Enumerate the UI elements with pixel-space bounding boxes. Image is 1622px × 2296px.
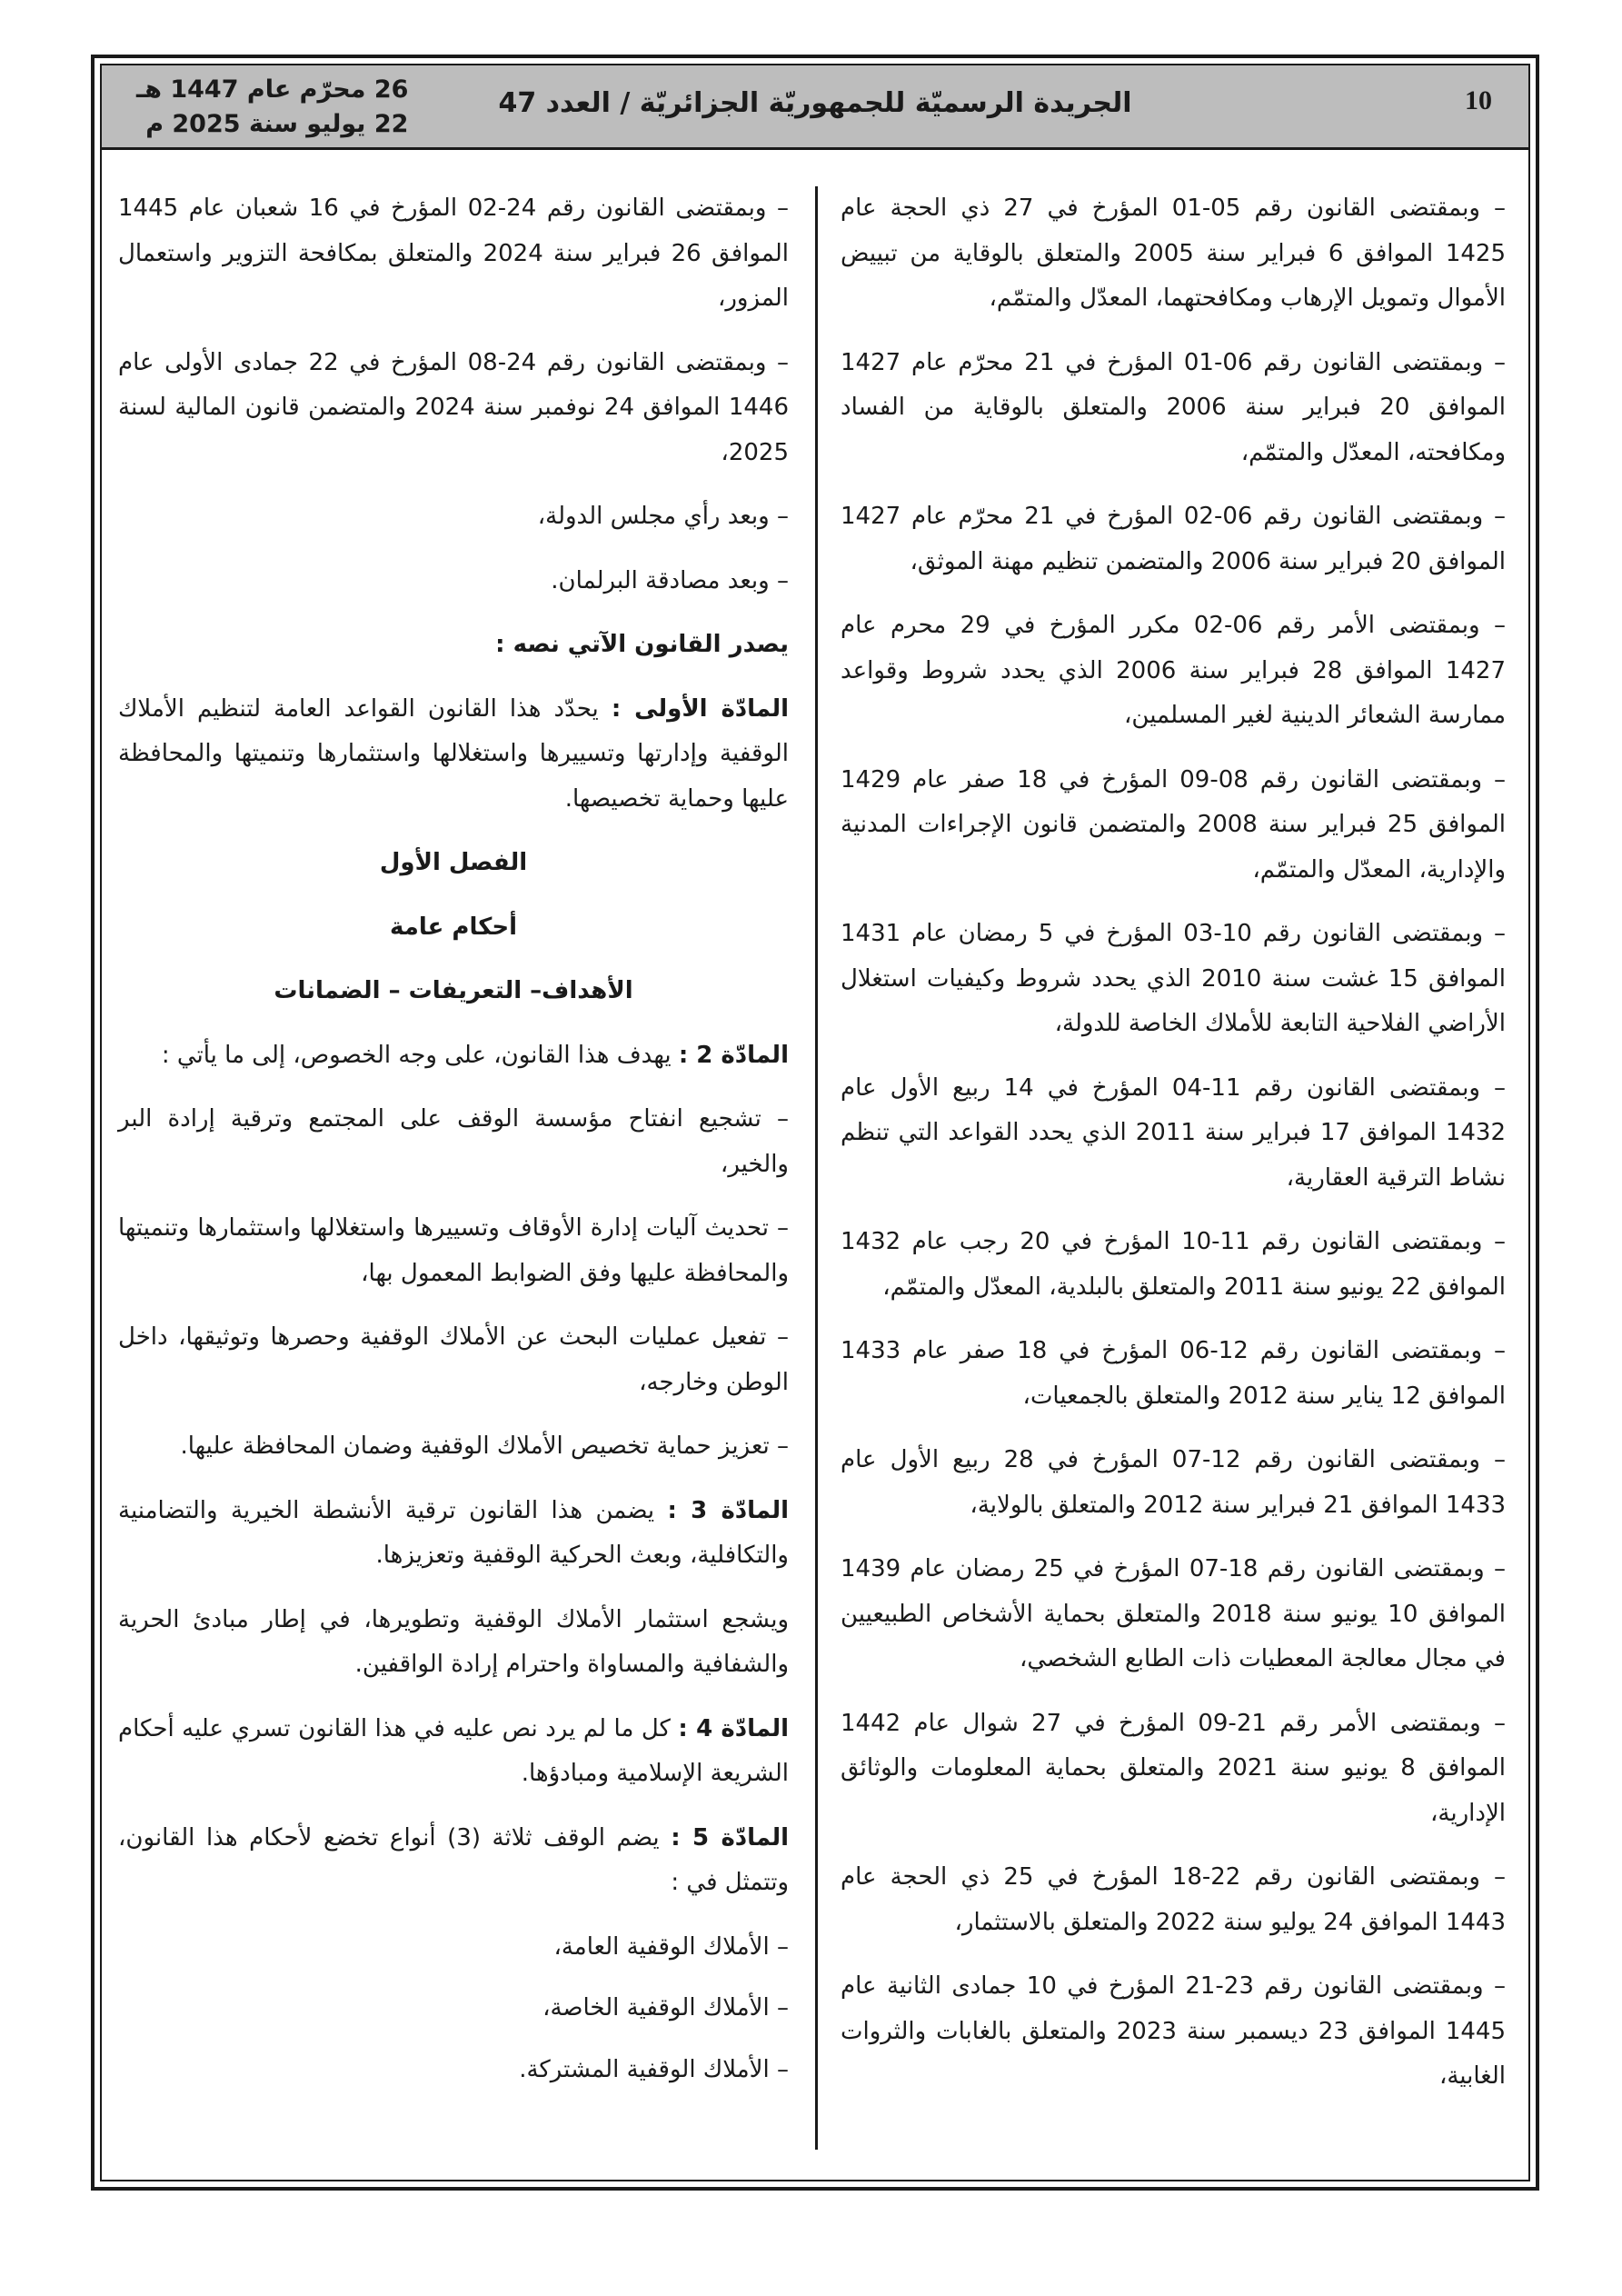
- list-item: – تشجيع انفتاح مؤسسة الوقف على المجتمع وترقية إرادة البر والخير،: [118, 1105, 789, 1178]
- article-3: [118, 1489, 789, 1579]
- citation-paragraph: – وبمقتضى القانون رقم 22-18 المؤرخ في 25 ذي الحجة عام 1443 الموافق 24 يوليو سنة 2022 والمتعلق بالاستثمار،: [841, 1863, 1507, 1936]
- list-item: – الأملاك الوقفية العامة،: [553, 1932, 789, 1961]
- date-hijri: 26 محرّم عام 1447 هـ: [136, 75, 409, 104]
- citation-paragraph: – وبعد رأي مجلس الدولة،: [537, 503, 789, 530]
- date-gregorian: 22 يوليو سنة 2025 م: [145, 110, 409, 138]
- list-item: – تحديث آليات إدارة الأوقاف وتسييرها واستغلالها واستثمارها وتنميتها والمحافظة عليها وفق الضوابط المعمول بها،: [118, 1214, 789, 1287]
- citation-paragraph: – وبمقتضى القانون رقم 12-07 المؤرخ في 28 ربيع الأول عام 1433 الموافق 21 فبراير سنة 2012 والمتعلق بالولاية،: [841, 1446, 1506, 1519]
- article-2: [118, 1033, 789, 1079]
- article-text: يضمن هذا القانون ترقية الأنشطة الخيرية والتضامنية والتكافلية، وبعث الحركية الوقفية وتعزيزها.: [118, 1496, 789, 1569]
- article-label: المادّة الأولى :: [611, 694, 789, 723]
- left-column: [118, 186, 789, 2109]
- citation-paragraph: – وبمقتضى القانون رقم 05-01 المؤرخ في 27 ذي الحجة عام 1425 الموافق 6 فبراير سنة 2005 والمتعلق بالوقاية من تبييض الأموال وتمويل الإرهاب ومكافحتهما، المعدّل والمتمّم،: [841, 195, 1507, 312]
- citation-paragraph: – وبمقتضى القانون رقم 12-06 المؤرخ في 18 صفر عام 1433 الموافق 12 يناير سنة 2012 والمتعلق بالجمعيات،: [841, 1337, 1506, 1410]
- right-column: [841, 186, 1506, 2119]
- page-number: 10: [1465, 85, 1492, 115]
- citation-paragraph: – وبمقتضى القانون رقم 24-08 المؤرخ في 22 جمادى الأولى عام 1446 الموافق 24 نوفمبر سنة 2024 والمتضمن قانون المالية لسنة 2025،: [118, 348, 790, 466]
- citation-paragraph: – وبمقتضى القانون رقم 24-02 المؤرخ في 16 شعبان عام 1445 الموافق 26 فبراير سنة 2024 والمتعلق بمكافحة التزوير واستعمال المزور،: [118, 195, 789, 312]
- column-divider: [815, 186, 818, 2150]
- list-item: – الأملاك الوقفية المشتركة.: [519, 2055, 789, 2083]
- article-label: المادّة 5 :: [671, 1823, 789, 1852]
- citation-paragraph: – وبمقتضى القانون رقم 06-02 المؤرخ في 21 محرّم عام 1427 الموافق 20 فبراير سنة 2006 والمتضمن تنظيم مهنة الموثق،: [841, 503, 1507, 575]
- article-text: كل ما لم يرد نص عليه في هذا القانون تسري عليه أحكام الشريعة الإسلامية ومبادؤها.: [118, 1714, 789, 1787]
- article-label: المادّة 3 :: [667, 1496, 790, 1524]
- article-3-paragraph: ويشجع استثمار الأملاك الوقفية وتطويرها، في إطار مبادئ الحرية والشفافية والمساواة واحترام إرادة الواقفين.: [118, 1605, 789, 1678]
- citation-paragraph: – وبمقتضى القانون رقم 11-04 المؤرخ في 14 ربيع الأول عام 1432 الموافق 17 فبراير سنة 2011 الذي يحدد القواعد التي تنظم نشاط الترقية العقارية،: [841, 1073, 1506, 1192]
- article-label: المادّة 2 :: [678, 1041, 789, 1069]
- list-item: – تعزيز حماية تخصيص الأملاك الوقفية وضمان المحافظة عليها.: [180, 1433, 789, 1460]
- citation-paragraph: – وبمقتضى القانون رقم 08-09 المؤرخ في 18 صفر عام 1429 الموافق 25 فبراير سنة 2008 والمتضمن قانون الإجراءات المدنية والإدارية، المعدّل والمتمّم،: [841, 765, 1506, 883]
- citation-paragraph: – وبمقتضى القانون رقم 11-10 المؤرخ في 20 رجب عام 1432 الموافق 22 يونيو سنة 2011 والمتعلق بالبلدية، المعدّل والمتمّم،: [841, 1228, 1506, 1301]
- article-text: يضم الوقف ثلاثة (3) أنواع تخضع لأحكام هذا القانون، وتتمثل في :: [118, 1823, 789, 1896]
- citation-paragraph: – وبمقتضى الأمر رقم 06-02 مكرر المؤرخ في 29 محرم عام 1427 الموافق 28 فبراير سنة 2006 الذي يحدد شروط وقواعد ممارسة الشعائر الدينية لغير المسلمين،: [841, 612, 1507, 729]
- gazette-title: الجريدة الرسميّة للجمهوريّة الجزائريّة / العدد 47: [498, 87, 1132, 119]
- article-label: المادّة 4 :: [678, 1714, 789, 1742]
- promulgation-heading: يصدر القانون الآتي نصه :: [495, 631, 789, 658]
- article-text: يحدّد هذا القانون القواعد العامة لتنظيم الأملاك الوقفية وإدارتها وتسييرها واستغلالها واستثمارها وتنميتها والمحافظة عليها وحماية تخصيصها.: [118, 694, 789, 813]
- chapter-heading: الفصل الأول: [379, 849, 528, 876]
- citation-paragraph: – وبمقتضى القانون رقم 23-21 المؤرخ في 10 جمادى الثانية عام 1445 الموافق 23 ديسمبر سنة 2023 والمتعلق بالغابات والثروات الغابية،: [841, 1972, 1507, 2090]
- article-text: يهدف هذا القانون، على وجه الخصوص، إلى ما يأتي :: [161, 1041, 679, 1069]
- section-title: الأهداف– التعريفات – الضمانات: [274, 977, 633, 1004]
- citation-paragraph: – وبمقتضى الأمر رقم 21-09 المؤرخ في 27 شوال عام 1442 الموافق 8 يونيو سنة 2021 والمتعلق بحماية المعلومات والوثائق الإدارية،: [841, 1709, 1507, 1827]
- article-4: [118, 1707, 789, 1797]
- article-5: [118, 1816, 789, 1906]
- page-header: [102, 65, 1528, 150]
- chapter-title: أحكام عامة: [389, 913, 518, 941]
- citation-paragraph: – وبعد مصادقة البرلمان.: [551, 566, 789, 594]
- issue-date: [136, 73, 408, 142]
- citation-paragraph: – وبمقتضى القانون رقم 10-03 المؤرخ في 5 رمضان عام 1431 الموافق 15 غشت سنة 2010 الذي يحدد شروط وكيفيات استغلال الأراضي الفلاحية التابعة للأملاك الخاصة للدولة،: [841, 920, 1507, 1037]
- list-item: – تفعيل عمليات البحث عن الأملاك الوقفية وحصرها وتوثيقها، داخل الوطن وخارجه،: [118, 1323, 789, 1396]
- citation-paragraph: – وبمقتضى القانون رقم 18-07 المؤرخ في 25 رمضان عام 1439 الموافق 10 يونيو سنة 2018 والمتعلق بحماية الأشخاص الطبيعيين في مجال معالجة المعطيات ذات الطابع الشخصي،: [841, 1555, 1506, 1672]
- citation-paragraph: – وبمقتضى القانون رقم 06-01 المؤرخ في 21 محرّم عام 1427 الموافق 20 فبراير سنة 2006 والمتعلق بالوقاية من الفساد ومكافحته، المعدّل والمتمّم،: [841, 348, 1507, 466]
- list-item: – الأملاك الوقفية الخاصة،: [542, 1994, 789, 2021]
- article-1: [118, 687, 789, 823]
